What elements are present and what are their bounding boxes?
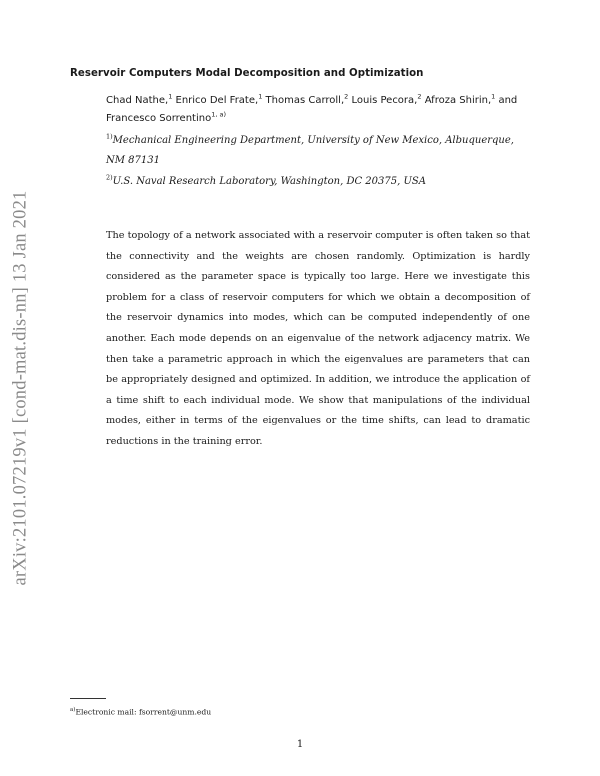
author-affiliation-marker: 2: [344, 92, 349, 101]
affiliation-marker: 1): [106, 132, 113, 141]
author-name: Afroza Shirin,: [424, 95, 492, 106]
arxiv-identifier-stamp: [0, 0, 42, 776]
author-affiliation-marker: 1: [258, 92, 263, 101]
author-affiliation-marker: 1: [491, 92, 496, 101]
author-conjunction: and: [498, 95, 518, 106]
author-affiliation-marker: 1: [168, 92, 173, 101]
affiliation-marker: 2): [106, 173, 113, 182]
author-list: [106, 92, 536, 128]
footnote-text: Electronic mail: fsorrent@unm.edu: [75, 707, 212, 717]
footnote-rule: [70, 698, 106, 699]
affiliation-text: Mechanical Engineering Department, University of New Mexico, Albuquerque, NM 87131: [106, 135, 514, 166]
affiliation-1: [106, 131, 526, 171]
author-name: Thomas Carroll,: [265, 95, 345, 106]
arxiv-identifier-text: arXiv:2101.07219v1 [cond-mat.dis-nn] 13 Jan 2021: [10, 190, 31, 586]
affiliation-2: [106, 172, 526, 192]
paper-title: Reservoir Computers Modal Decomposition and Optimization: [70, 68, 424, 79]
author-affiliation-marker: 2: [417, 92, 422, 101]
author-name: Louis Pecora,: [351, 95, 418, 106]
abstract-paragraph: The topology of a network associated with a reservoir computer is often taken so that the connectivity and the weights are chosen randomly. Optimization is hardly considered as the parameter space is typically too large. Here we investigate this problem for a class of reservoir computers for which we obtain a decomposition of the reservoir dynamics into modes, which can be computed independently of one another. Each mode depends on an eigenvalue of the network adjacency matrix. We then take a parametric approach in which the eigenvalues are parameters that can be appropriately designed and optimized. In addition, we introduce the application of a time shift to each individual mode. We show that manipulations of the individual modes, either in terms of the eigenvalues or the time shifts, can lead to dramatic reductions in the training error.: [106, 230, 530, 447]
affiliation-text: U.S. Naval Research Laboratory, Washington, DC 20375, USA: [112, 176, 426, 187]
footnote-marker: a): [70, 707, 76, 713]
page-number: 1: [296, 739, 304, 750]
author-name: Francesco Sorrentino: [106, 113, 212, 124]
author-name: Chad Nathe,: [106, 95, 169, 106]
author-name: Enrico Del Frate,: [175, 95, 259, 106]
author-affiliation-marker: 1, a): [211, 110, 226, 119]
footnote: [70, 705, 211, 718]
